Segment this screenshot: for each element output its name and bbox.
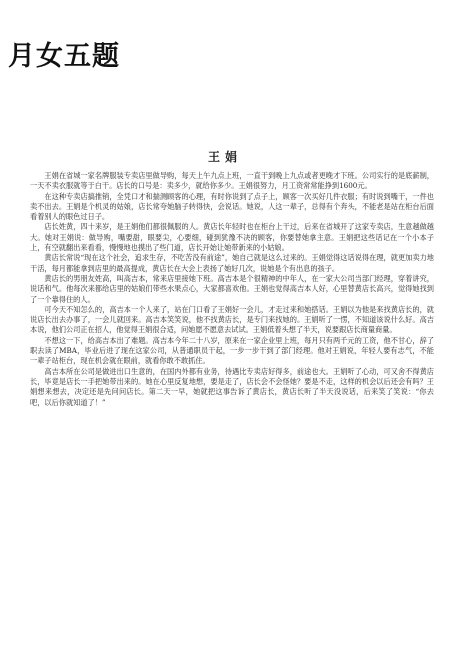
paragraph: 店长姓黄，四十来岁，是王娟他们都很佩服的人。黄店长年轻时也在柜台上干过，后来在省城开了这家专卖店，生意越做越大。她对王娟说：做导购，嘴要甜，眼要尖，心要细，碰到犹豫不决的顾客，你要替她拿主意。王娟把这些话记在一个小本子上，有空就翻出来看看，慢慢地也摸出了些门道，店长开始让她带新来的小姑娘。 [30,222,434,253]
paragraph: 在这种专卖店搞推销，全凭口才和揣测顾客的心理，有时你说到了点子上，顾客一次买好几件衣服；有时说到嘴干，一件也卖不出去。王娟是个机灵的姑娘，店长常夸她脑子转得快，会说话。她说，人这一辈子，总得有个奔头，不能老是站在柜台后面看着别人的眼色过日子。 [30,191,434,222]
story-title: 王娟 [207,150,242,164]
paragraph: 高吉本所在公司是做进出口生意的，在国内外都有业务，待遇比专卖店好得多，前途也大。王娟听了心动，可又舍不得黄店长，毕竟是店长一手把她带出来的。她在心里反复地想，要是走了，店长会不会怪她？要是不走，这样的机会以后还会有吗？王娟想来想去，决定还是先问问店长。第二天一早，她就把这事告诉了黄店长，黄店长听了半天没说话，后来笑了笑说：“你去吧，以后你就知道了！” [30,366,434,407]
section-title: 月女五题 [8,41,120,72]
paragraph: 王娟在省城一家名牌服装专卖店里做导购，每天上午九点上班，一直干到晚上九点或者更晚才下班。公司实行的是底薪制，一天不卖衣服就等于白干。店长的口号是：卖多少，就给你多少。王娟很努力，月工资常常能挣到1600元。 [30,171,434,191]
paragraph: 黄店长常说“现在这个社会，追求生存，不吃苦没有前途”，她自己就是这么过来的。王娟觉得这话说得在理，就更加卖力地干活，每月都能拿到店里的最高提成，黄店长在大会上表扬了她好几次，说她是个有出息的孩子。 [30,253,434,273]
paragraph: 可今天不知怎么的，高吉本一个人来了，站在门口看了王娟好一会儿，才走过来和她搭话。王娟以为他是来找黄店长的，就说店长出去办事了，一会儿就回来。高吉本笑笑说，他不找黄店长，是专门来找她的。王娟听了一愣，不知道该说什么好。高吉本说，他们公司正在招人，他觉得王娟很合适，问她愿不愿意去试试。王娟低着头想了半天，说要跟店长商量商量。 [30,304,434,335]
paragraph: 黄店长的男朋友姓高，叫高吉本，常来店里接她下班。高吉本是个很精神的中年人，在一家大公司当部门经理，穿着讲究，说话和气。他每次来都给店里的姑娘们带些水果点心，大家都喜欢他。王娟也觉得高吉本人好，心里替黄店长高兴，觉得她找到了一个靠得住的人。 [30,273,434,304]
paragraph: 不想这一下，给高吉本出了难题。高吉本今年二十八岁，原来在一家企业里上班，每月只有两千元的工资，他不甘心，辞了职去读了MBA，毕业后进了现在这家公司，从普通职员干起，一步一步干到了部门经理。他对王娟说，年轻人要有志气，不能一辈子站柜台，现在机会就在眼前，就看你敢不敢抓住。 [30,335,434,366]
story-body [30,171,434,646]
